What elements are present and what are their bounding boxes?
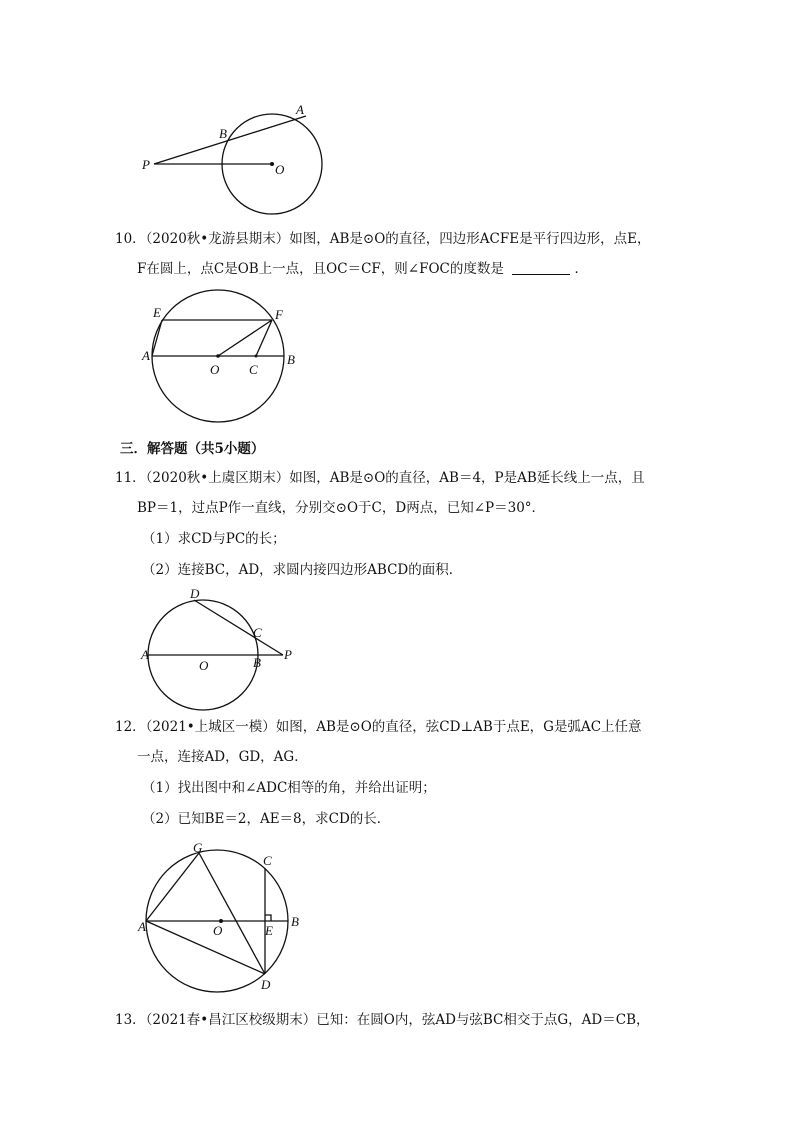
label-o: O (199, 658, 209, 673)
label-d: D (190, 586, 200, 601)
label-p: P (142, 157, 150, 172)
q11-part1: （1）求CD与PC的长； (142, 531, 286, 547)
q11-line2: BP＝1，过点P作一直线，分别交⊙O于C，D两点，已知∠P＝30°． (137, 500, 546, 516)
figure-q9 (130, 100, 340, 220)
answer-blank[interactable] (512, 260, 570, 275)
figure-q10 (135, 287, 315, 427)
secant-dp (194, 600, 283, 655)
label-o: O (213, 923, 223, 938)
secant-pa (154, 116, 306, 164)
label-b: B (219, 126, 227, 141)
label-b: B (287, 352, 295, 367)
label-b: B (291, 914, 299, 929)
segment-ad (146, 921, 265, 974)
label-f: F (275, 307, 283, 322)
label-a: A (296, 102, 304, 117)
label-o: O (210, 362, 220, 377)
label-a: A (141, 647, 149, 662)
center-point (270, 162, 274, 166)
q10-line1: 10．（2020秋•龙游县期末）如图，AB是⊙O的直径，四边形ACFE是平行四边形，点E， (115, 231, 651, 247)
label-g: G (193, 840, 203, 855)
label-c: C (253, 625, 262, 640)
label-p: P (284, 647, 292, 662)
figure-q12 (135, 838, 315, 998)
q13-line1: 13．（2021春•昌江区校级期末）已知：在圆O内，弦AD与弦BC相交于点G，AD＝CB， (115, 1012, 650, 1028)
q12-part2: （2）已知BE＝2，AE＝8，求CD的长． (142, 811, 391, 827)
point-c (255, 355, 258, 358)
label-d: D (261, 977, 271, 992)
label-a: A (142, 348, 150, 363)
label-o: O (275, 162, 285, 177)
q10-line2-text: F在圆上，点C是OB上一点，且OC＝CF，则∠FOC的度数是 (137, 261, 504, 277)
label-e: E (265, 923, 273, 938)
section-heading: 三．解答题（共5小题） (120, 441, 265, 457)
q11-line1: 11．（2020秋•上虞区期末）如图，AB是⊙O的直径，AB＝4，P是AB延长线上一点，且 (115, 470, 645, 486)
figure-q11 (135, 585, 310, 710)
label-c: C (263, 853, 272, 868)
q12-line1: 12．（2021•上城区一模）如图，AB是⊙O的直径，弦CD⊥AB于点E，G是弧AC上任意 (115, 719, 642, 735)
segment-gd (199, 853, 265, 974)
label-a: A (138, 919, 146, 934)
q10-line2-end: ． (574, 261, 588, 277)
right-angle-mark (265, 915, 271, 921)
center-point (216, 354, 220, 358)
q12-line2: 一点，连接AD，GD，AG． (137, 749, 308, 765)
label-e: E (153, 305, 161, 320)
segment-ae (152, 320, 162, 356)
q10-line2 (137, 259, 588, 279)
q12-part1: （1）找出图中和∠ADC相等的角，并给出证明； (142, 780, 436, 796)
label-c: C (249, 362, 258, 377)
q11-part2: （2）连接BC，AD，求圆内接四边形ABCD的面积． (142, 562, 463, 578)
label-b: B (253, 655, 261, 670)
